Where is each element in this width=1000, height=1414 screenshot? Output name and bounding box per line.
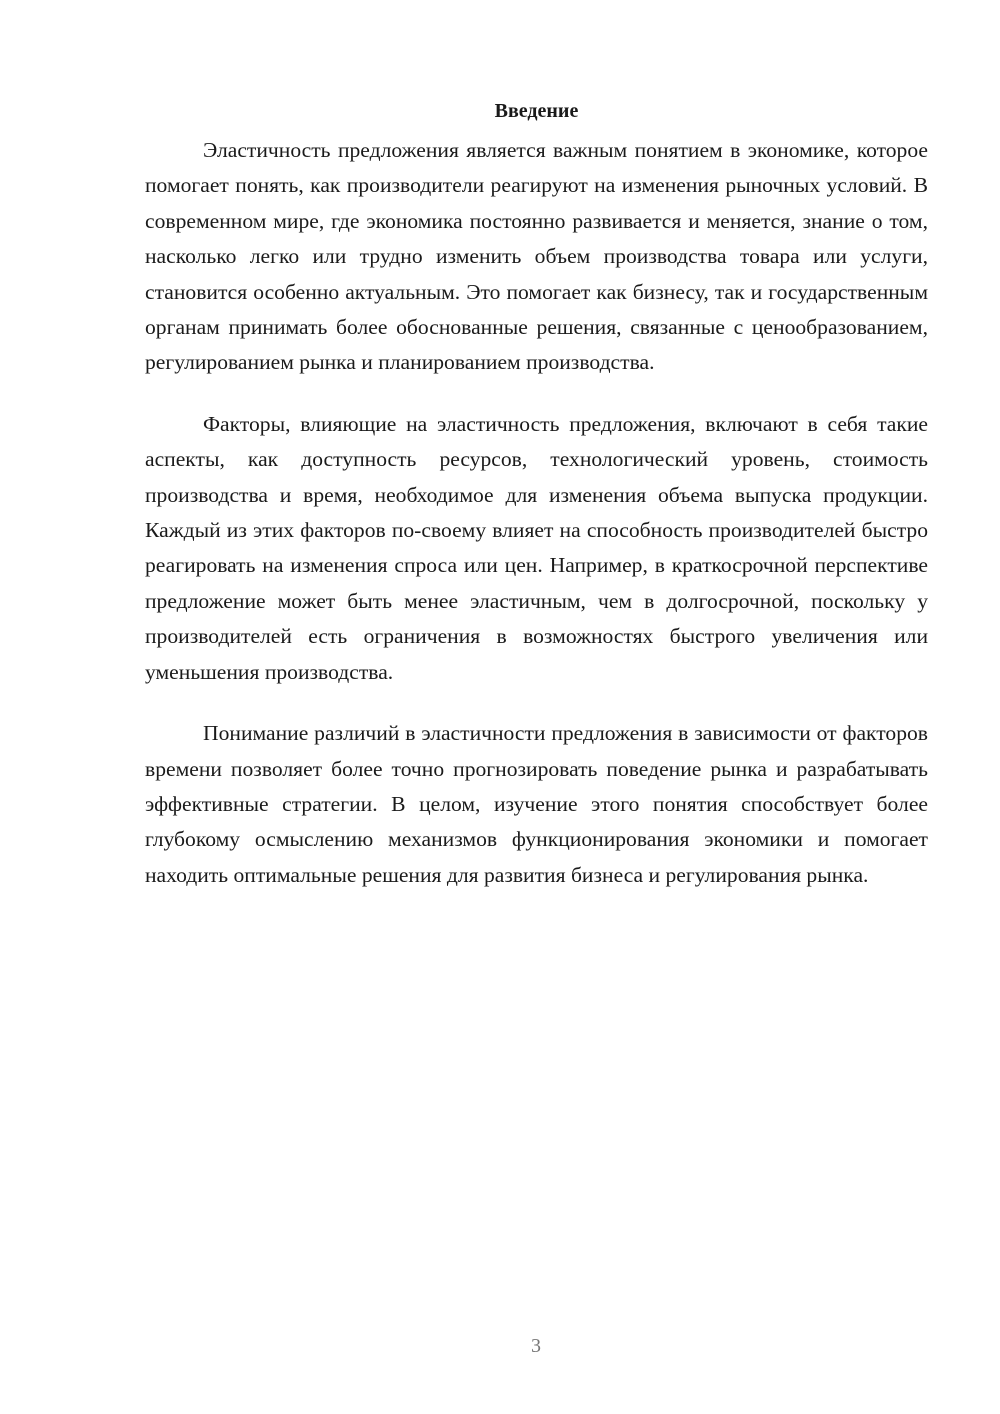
- paragraph-1: Эластичность предложения является важным понятием в экономике, которое помогает понять, как производители реагируют на изменения рыночных условий. В современном мире, где экономика постоянно развивается и меняется, знание о том, насколько легко или трудно изменить объем производства товара или услуги, становится особенно актуальным. Это помогает как бизнесу, так и государственным органам принимать более обоснованные решения, связанные с ценообразованием, регулированием рынка и планированием производства.: [145, 138, 928, 375]
- page-number: 3: [531, 1335, 541, 1357]
- paragraph-3: Понимание различий в эластичности предложения в зависимости от факторов времени позволяет более точно прогнозировать поведение рынка и разрабатывать эффективные стратегии. В целом, изучение этого понятия способствует более глубокому осмыслению механизмов функционирования экономики и помогает находить оптимальные решения для развития бизнеса и регулирования рынка.: [145, 721, 928, 887]
- section-title: Введение: [494, 100, 579, 122]
- paragraph-2: Факторы, влияющие на эластичность предложения, включают в себя такие аспекты, как доступность ресурсов, технологический уровень, стоимость производства и время, необходимое для изменения объема выпуска продукции. Каждый из этих факторов по-своему влияет на способность производителей быстро реагировать на изменения спроса или цен. Например, в краткосрочной перспективе предложение может быть менее эластичным, чем в долгосрочной, поскольку у производителей есть ограничения в возможностях быстрого увеличения или уменьшения производства.: [145, 411, 928, 684]
- page-body: [145, 96, 928, 919]
